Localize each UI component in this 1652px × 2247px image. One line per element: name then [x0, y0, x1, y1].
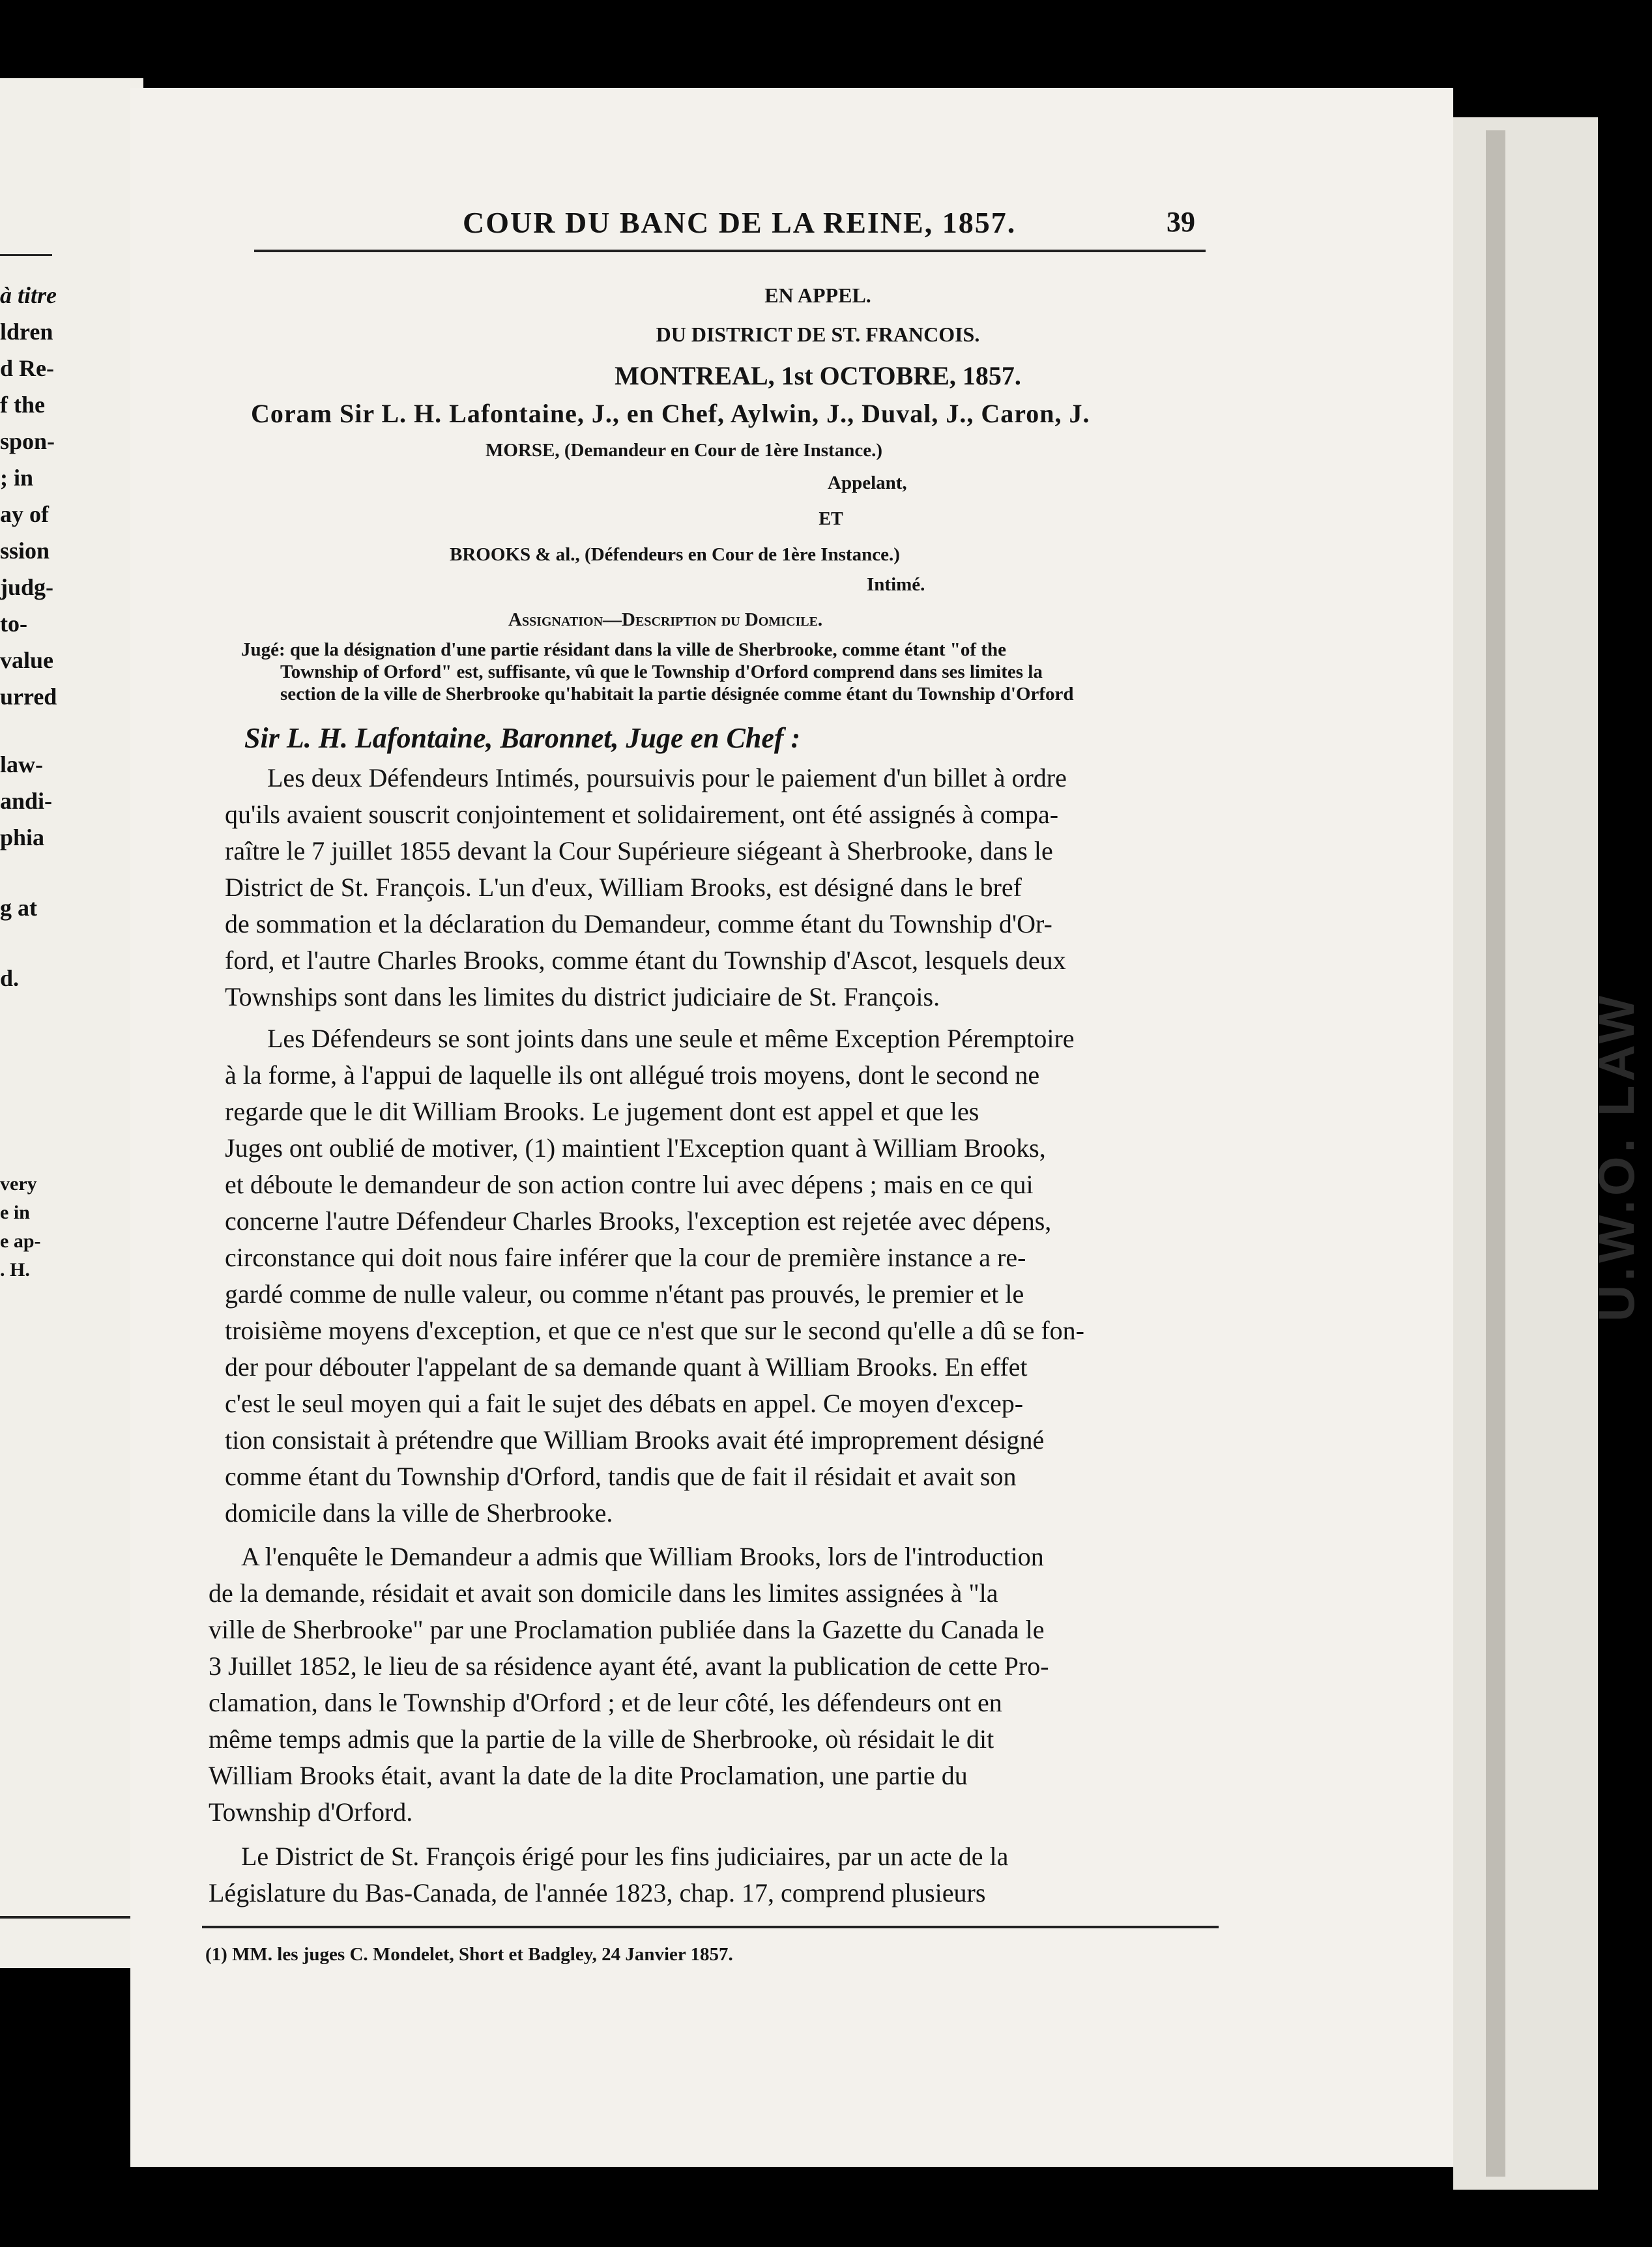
- body-line: der pour débouter l'appelant de sa demande quant à William Brooks. En effet: [225, 1352, 1028, 1382]
- left-fragment: g at: [0, 895, 37, 921]
- left-fragment: judg-: [0, 574, 54, 600]
- body-line: ford, et l'autre Charles Brooks, comme étant du Township d'Ascot, lesquels deux: [225, 946, 1066, 975]
- left-page-rule: [0, 254, 52, 256]
- judge-heading: Sir L. H. Lafontaine, Baronnet, Juge en Chef :: [244, 722, 801, 754]
- header-rule: [254, 250, 1206, 252]
- appellant: MORSE, (Demandeur en Cour de 1ère Instance.): [485, 440, 882, 461]
- running-title: COUR DU BANC DE LA REINE, 1857.: [463, 206, 1017, 239]
- left-fragment: to-: [0, 611, 27, 637]
- body-line: tion consistait à prétendre que William Brooks avait été improprement désigné: [225, 1425, 1045, 1455]
- left-fragment: very: [0, 1173, 37, 1195]
- body-line: ville de Sherbrooke" par une Proclamation publiée dans la Gazette du Canada le: [209, 1615, 1045, 1644]
- body-line: Township d'Orford.: [209, 1797, 413, 1827]
- left-fragment: phia: [0, 824, 45, 850]
- spine-stamp-label: U.W.O. LAW: [1587, 991, 1645, 1322]
- respondent-role: Intimé.: [867, 574, 925, 595]
- body-line: regarde que le dit William Brooks. Le jugement dont est appel et que les: [225, 1097, 979, 1126]
- body-line: troisième moyens d'exception, et que ce n'est que sur le second qu'elle a dû se fon-: [225, 1316, 1084, 1345]
- left-fragment: ; in: [0, 465, 34, 491]
- left-adjoining-page: [0, 78, 143, 1968]
- left-fragment: e ap-: [0, 1230, 41, 1252]
- body-line: 3 Juillet 1852, le lieu de sa résidence ayant été, avant la publication de cette Pro-: [209, 1651, 1049, 1681]
- respondent: BROOKS & al., (Défendeurs en Cour de 1ère Instance.): [450, 544, 900, 565]
- et-connector: ET: [819, 509, 843, 529]
- body-line: Townships sont dans les limites du district judiciaire de St. François.: [225, 982, 940, 1011]
- left-fragment: ldren: [0, 319, 53, 345]
- left-fragment: . H.: [0, 1259, 30, 1281]
- appellant-role: Appelant,: [828, 472, 907, 493]
- body-line: de sommation et la déclaration du Demandeur, comme étant du Township d'Or-: [225, 909, 1052, 938]
- left-fragment: spon-: [0, 428, 55, 454]
- left-fragment: f the: [0, 392, 45, 418]
- body-line: gardé comme de nulle valeur, ou comme n'étant pas prouvés, le premier et le: [225, 1279, 1024, 1309]
- body-line: Juges ont oublié de motiver, (1) maintient l'Exception quant à William Brooks,: [225, 1133, 1046, 1163]
- left-fragment: ay of: [0, 501, 49, 527]
- syllabus-line: Township of Orford" est, suffisante, vû que le Township d'Orford comprend dans ses limites la: [280, 661, 1043, 682]
- body-line: c'est le seul moyen qui a fait le sujet des débats en appel. Ce moyen d'excep-: [225, 1389, 1024, 1418]
- body-line: à la forme, à l'appui de laquelle ils ont allégué trois moyens, dont le second ne: [225, 1060, 1040, 1090]
- district-heading: DU DISTRICT DE ST. FRANCOIS.: [656, 323, 980, 346]
- left-fragment: e in: [0, 1202, 30, 1223]
- place-date: MONTREAL, 1st OCTOBRE, 1857.: [615, 361, 1021, 390]
- body-line: Les deux Défendeurs Intimés, poursuivis pour le paiement d'un billet à ordre: [267, 763, 1067, 792]
- footnote: (1) MM. les juges C. Mondelet, Short et Badgley, 24 Janvier 1857.: [205, 1944, 733, 1965]
- left-fragment: d.: [0, 965, 20, 991]
- body-line: William Brooks était, avant la date de la dite Proclamation, une partie du: [209, 1761, 968, 1790]
- body-line: qu'ils avaient souscrit conjointement et solidairement, ont été assignés à compa-: [225, 800, 1059, 829]
- coram: Coram Sir L. H. Lafontaine, J., en Chef, Aylwin, J., Duval, J., Caron, J.: [251, 399, 1090, 428]
- body-line: circonstance qui doit nous faire inférer que la cour de première instance a re-: [225, 1243, 1026, 1272]
- body-line: et déboute le demandeur de son action contre lui avec dépens ; mais en ce qui: [225, 1170, 1034, 1199]
- body-line: même temps admis que la partie de la ville de Sherbrooke, où résidait le dit: [209, 1724, 994, 1754]
- book-spine: [1453, 117, 1598, 2190]
- body-line: Les Défendeurs se sont joints dans une seule et même Exception Péremptoire: [267, 1024, 1075, 1053]
- body-line: concerne l'autre Défendeur Charles Brooks, l'exception est rejetée avec dépens,: [225, 1206, 1052, 1236]
- body-line: Législature du Bas-Canada, de l'année 1823, chap. 17, comprend plusieurs: [209, 1878, 986, 1907]
- left-fragment: urred: [0, 684, 57, 710]
- appeal-heading: EN APPEL.: [764, 283, 871, 307]
- left-fragment: law-: [0, 751, 43, 777]
- subject-heading: Assignation—Description du Domicile.: [508, 609, 823, 630]
- left-fragment: à titre: [0, 282, 57, 308]
- body-line: A l'enquête le Demandeur a admis que William Brooks, lors de l'introduction: [241, 1542, 1044, 1571]
- body-line: domicile dans la ville de Sherbrooke.: [225, 1498, 613, 1528]
- left-fragment: value: [0, 647, 54, 673]
- body-line: raître le 7 juillet 1855 devant la Cour Supérieure siégeant à Sherbrooke, dans le: [225, 836, 1053, 865]
- left-fragment: ssion: [0, 538, 50, 564]
- body-line: Le District de St. François érigé pour les fins judiciaires, par un acte de la: [241, 1842, 1009, 1871]
- left-fragment: andi-: [0, 788, 53, 814]
- left-page-bottom-rule: [0, 1916, 143, 1919]
- body-line: comme étant du Township d'Orford, tandis que de fait il résidait et avait son: [225, 1462, 1017, 1491]
- body-line: clamation, dans le Township d'Orford ; et de leur côté, les défendeurs ont en: [209, 1688, 1002, 1717]
- syllabus-line: Jugé: que la désignation d'une partie résidant dans la ville de Sherbrooke, comme étant "of the: [241, 639, 1006, 660]
- body-line: District de St. François. L'un d'eux, William Brooks, est désigné dans le bref: [225, 873, 1022, 902]
- left-fragment: d Re-: [0, 355, 54, 381]
- main-page: [130, 88, 1453, 2167]
- page-number: 39: [1167, 206, 1195, 238]
- syllabus-line: section de la ville de Sherbrooke qu'habitait la partie désignée comme étant du Township d'Orford: [280, 684, 1074, 704]
- footnote-rule: [202, 1926, 1219, 1928]
- body-line: de la demande, résidait et avait son domicile dans les limites assignées à "la: [209, 1578, 998, 1608]
- spine-shadow: [1486, 130, 1505, 2177]
